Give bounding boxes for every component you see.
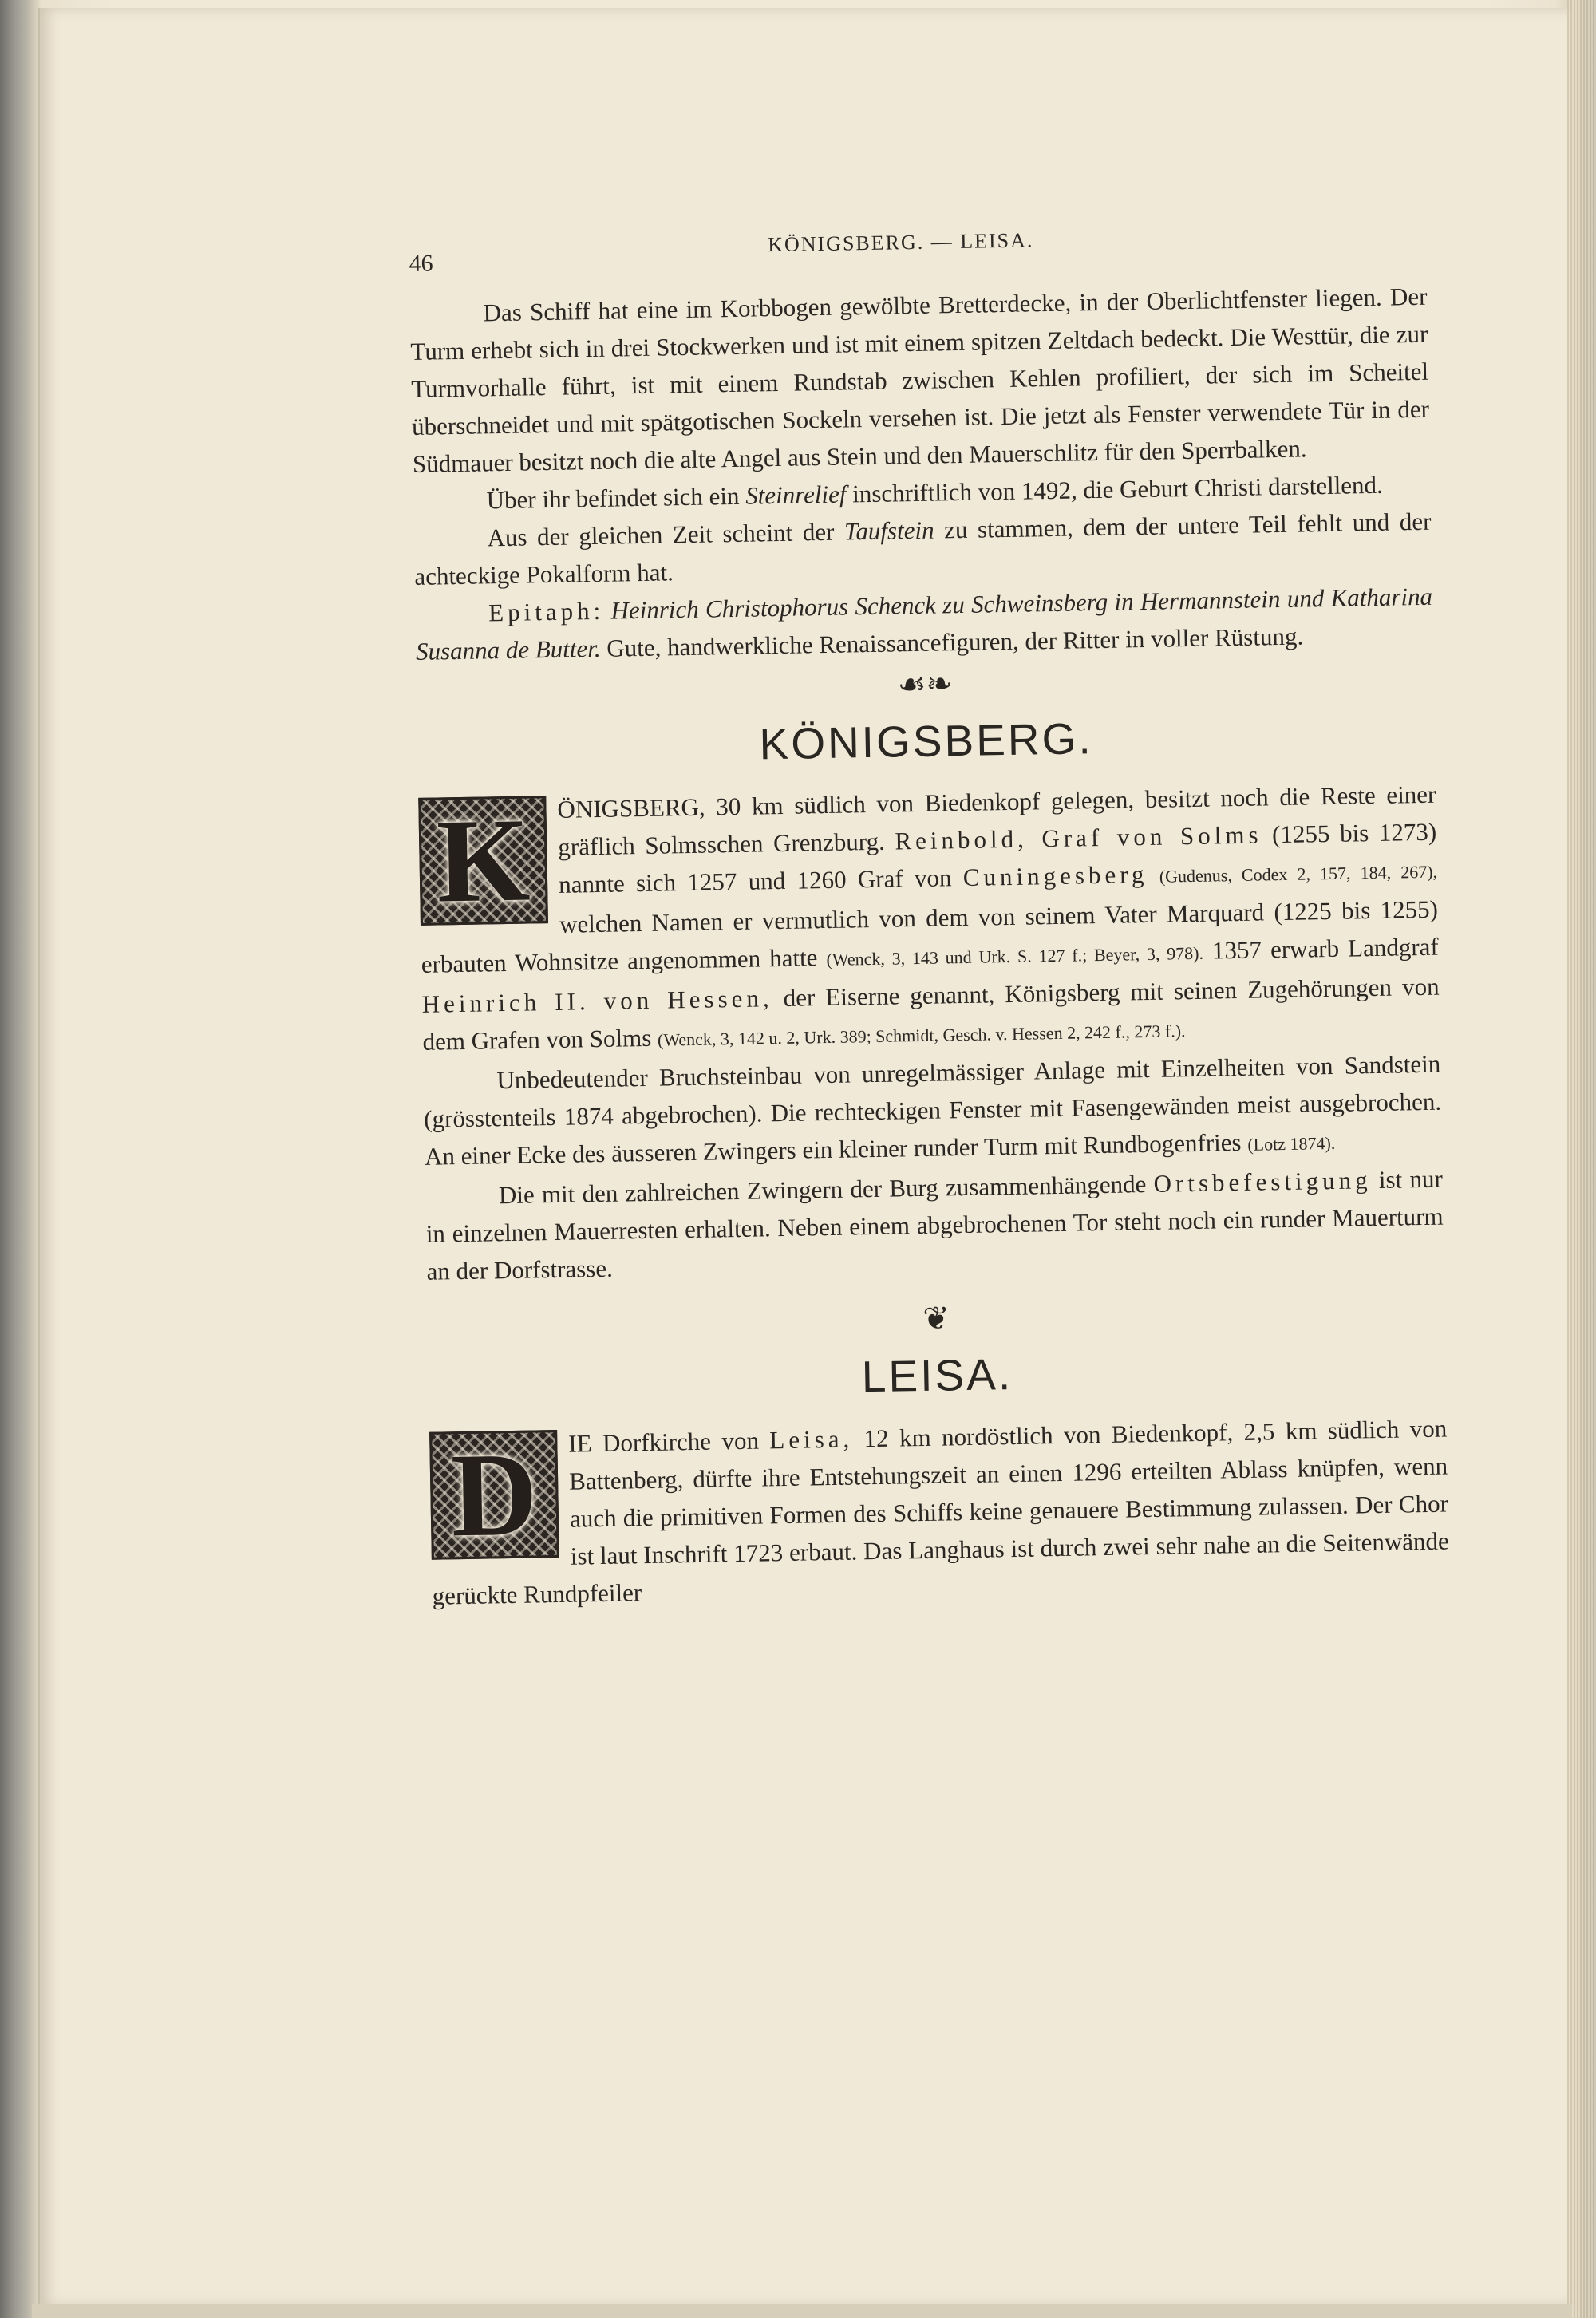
text: inschriftlich von 1492, die Geburt Christi darstellend. [851,470,1384,508]
emphasis: Taufstein [843,515,934,546]
text: zu stammen, dem der untere Teil fehlt und der achteckige Pokalform hat. [414,507,1432,590]
text: IE Dorfkirche von [568,1426,760,1458]
text: welchen Namen er vermutlich von dem von seinem Vater Marquard (1225 bis 1255) erbauten Wohnsitze angenommen hatte [421,894,1439,978]
paragraph [423,1045,1442,1178]
emphasis: Steinrelief [745,480,847,510]
paragraph [425,1160,1444,1290]
spaced-text: Cuningesberg [962,859,1148,891]
drop-cap-letter: D [449,1428,539,1562]
text: Die mit den zahlreichen Zwingern der Burg zusammenhängende [498,1170,1147,1210]
emphasis: Heinrich Christophorus Schenck zu Schweinsberg in Hermannstein und Katharina Susanna de Butter. [415,582,1433,665]
drop-cap-d [429,1430,559,1560]
text: ÖNIGSBERG, 30 km südlich von Biedenkopf gelegen, besitzt noch die Reste einer gräflich Solmsschen Grenzburg. [557,780,1436,861]
ornament-icon: ❦ [922,1300,950,1337]
text: der Eiserne genannt, Königsberg mit seinen Zugehörungen von dem Grafen von Solms [422,972,1440,1056]
spaced-text: Ortsbefestigung [1153,1166,1372,1198]
text: Aus der gleichen Zeit scheint der [487,517,835,552]
spaced-text: Heinrich II. von Hessen, [421,984,773,1018]
spaced-text: Leisa, [769,1424,854,1455]
section-title-koenigsberg: KÖNIGSBERG. [759,713,1094,769]
text: Das Schiff hat eine im Korbbogen gewölbte Bretterdecke, in der Oberlichtfenster liegen. Der Turm erhebt sich in drei Stockwerken und ist mit einem spitzen Zeltdach bedeckt. Die Westtür, die zur Turmvorhalle führt, ist mit einem Rundstab zwischen Kehlen profiliert, der sich im Scheitel überschneidet und mit spätgotischen Sockeln versehen ist. Die jetzt als Fenster verwendete Tür in der Südmauer besitzt noch die alte Angel aus Stein und den Mauerschlitz für den Sperrbalken. [410,282,1430,478]
text: (1255 bis 1273) nannte sich 1257 und 1260 Graf von [558,817,1437,898]
page-edges [1567,0,1596,2318]
ornament-icon: ☙❧ [897,665,954,703]
page-number: 46 [409,250,433,277]
text: 12 km nordöstlich von Biedenkopf, 2,5 km südlich von Battenberg, dürfte ihre Entstehungszeit an einen 1296 erteilten Ablass knüpfen, wenn auch die primitiven Formen des Schiffs keine genauere Bestimmung zulassen. Der Chor ist laut Inschrift 1723 erbaut. Das Langhaus ist durch zwei sehr nahe an die Seitenwände gerückte Rundpfeiler [432,1414,1449,1610]
page-bottom-edge [32,2304,1572,2318]
citation: (Wenck, 3, 143 und Urk. S. 127 f.; Beyer, 3, 978). [826,942,1204,969]
text: 1357 erwarb Landgraf [1211,932,1439,965]
spaced-text: Epitaph: [488,596,605,627]
text: Unbedeutender Bruchsteinbau von unregelmässiger Anlage mit Einzelheiten von Sandstein (grösstenteils 1874 abgebrochen). Die rechteckigen Fenster mit Fasengewänden meist ausgebrochen. An einer Ecke des äusseren Zwingers ein kleiner runder Turm mit Rundbogenfries [423,1049,1442,1171]
section-title-leisa: LEISA. [861,1349,1013,1402]
paragraph [409,278,1430,483]
text-block [409,222,1450,1615]
text: ist nur in einzelnen Mauerresten erhalten. Neben einem abgebrochenen Tor steht noch ein runder Mauerturm an der Dorfstrasse. [425,1164,1444,1285]
drop-cap-k [418,793,548,928]
citation: (Lotz 1874). [1247,1132,1336,1155]
paragraph [418,776,1440,1063]
text: Über ihr befindet sich ein [486,481,740,515]
citation: (Wenck, 3, 142 u. 2, Urk. 389; Schmidt, Gesch. v. Hessen 2, 242 f., 273 f.). [657,1021,1186,1050]
running-title: KÖNIGSBERG. — LEISA. [767,228,1034,257]
text: Gute, handwerkliche Renaissancefiguren, der Ritter in voller Rüstung. [606,622,1304,662]
spaced-text: Reinbold, Graf von Solms [895,820,1262,855]
citation: (Gudenus, Codex 2, 157, 184, 267), [1159,861,1438,887]
drop-cap-letter: K [435,793,531,928]
paragraph [429,1410,1450,1615]
